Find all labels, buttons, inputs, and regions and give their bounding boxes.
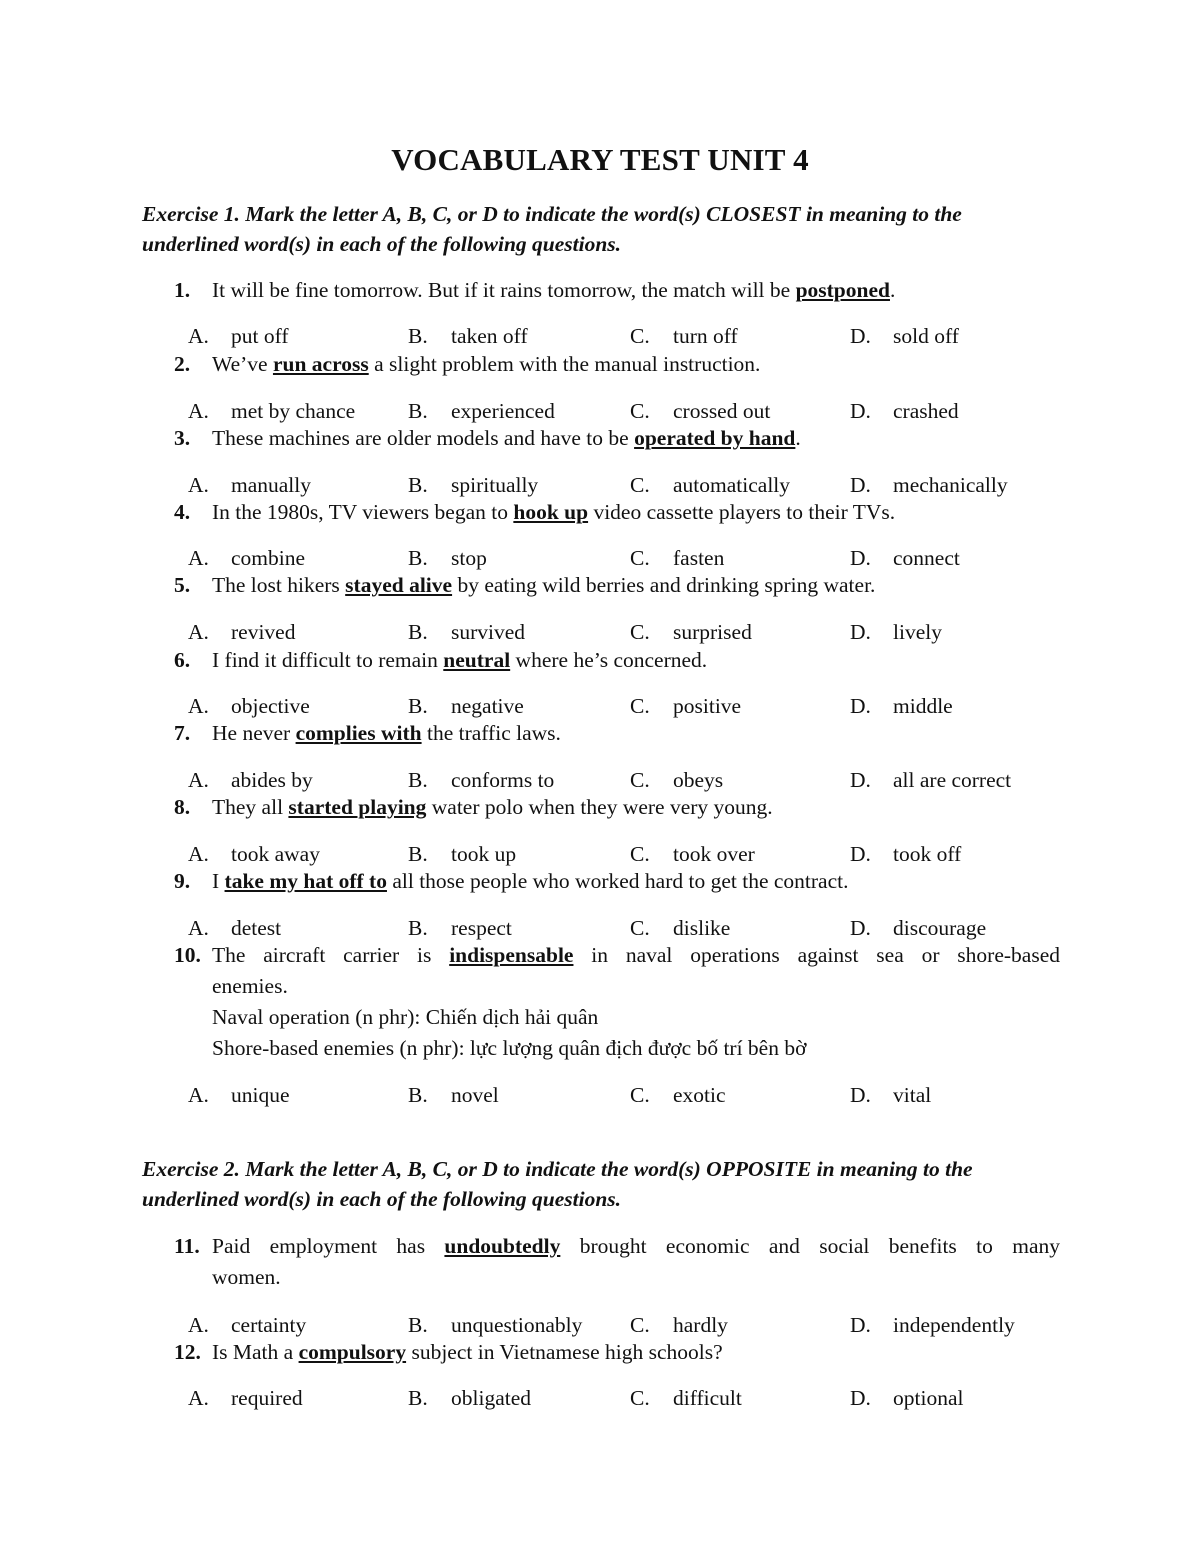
question-text: . [889, 278, 896, 302]
option-text: manually [231, 473, 312, 497]
option-letter: B. [408, 1313, 428, 1337]
option-letter: C. [630, 768, 650, 792]
question-text: It will be fine tomorrow. But if it rains tomorrow, the match will be [212, 278, 796, 302]
option-letter: D. [850, 473, 871, 497]
option-text: mechanically [893, 473, 1008, 497]
question-text-continued: women. [212, 1265, 281, 1289]
option-letter: B. [408, 546, 428, 570]
question-text-continued: enemies. [212, 974, 288, 998]
question-9 [174, 866, 1060, 897]
options-row-7 [188, 765, 1068, 795]
question-2 [174, 349, 1060, 380]
option-letter: C. [630, 1386, 650, 1410]
option-letter: B. [408, 473, 428, 497]
question-text: where he’s concerned. [510, 648, 708, 672]
options-row-10 [188, 1080, 1068, 1110]
question-number: 2. [174, 352, 191, 376]
option-text: abides by [231, 768, 313, 792]
question-text: all those people who worked hard to get the contract. [386, 869, 849, 893]
option-letter: C. [630, 620, 650, 644]
option-text: took over [673, 842, 755, 866]
option-text: middle [893, 694, 953, 718]
option-text: surprised [673, 620, 752, 644]
option-letter: C. [630, 546, 650, 570]
question-text: He never [212, 721, 296, 745]
option-text: dislike [673, 916, 731, 940]
option-text: obligated [451, 1386, 532, 1410]
question-text: brought economic and social benefits to many [560, 1234, 1060, 1258]
option-letter: D. [850, 399, 871, 423]
option-letter: B. [408, 399, 428, 423]
option-text: fasten [673, 546, 725, 570]
question-8 [174, 792, 1060, 823]
underlined-word: postponed [795, 278, 890, 302]
option-letter: C. [630, 1313, 650, 1337]
option-text: detest [231, 916, 282, 940]
option-text: required [231, 1386, 303, 1410]
question-text: water polo when they were very young. [426, 795, 773, 819]
option-text: hardly [673, 1313, 728, 1337]
option-letter: C. [630, 324, 650, 348]
option-letter: D. [850, 620, 871, 644]
question-12 [174, 1337, 1060, 1368]
options-row-9 [188, 913, 1068, 943]
underlined-word: indispensable [449, 943, 574, 967]
option-letter: D. [850, 1313, 871, 1337]
option-text: spiritually [451, 473, 539, 497]
question-text: The lost hikers [212, 573, 346, 597]
option-letter: B. [408, 1083, 428, 1107]
option-text: independently [893, 1313, 1015, 1337]
question-text: They all [212, 795, 289, 819]
option-letter: D. [850, 324, 871, 348]
option-text: survived [451, 620, 526, 644]
option-text: difficult [673, 1386, 742, 1410]
options-row-11 [188, 1310, 1068, 1340]
option-text: taken off [451, 324, 528, 348]
option-letter: D. [850, 1386, 871, 1410]
exercise-1-instruction: Exercise 1. Mark the letter A, B, C, or D to indicate the word(s) CLOSEST in meaning to the underlined word(s) in each of the following questions. [142, 202, 962, 256]
option-letter: B. [408, 842, 428, 866]
question-text: in naval operations against sea or shore-based [573, 943, 1060, 967]
option-text: conforms to [451, 768, 555, 792]
question-5 [174, 570, 1060, 601]
options-row-1 [188, 321, 1068, 351]
underlined-word: take my hat off to [224, 869, 387, 893]
option-text: exotic [673, 1083, 726, 1107]
option-text: sold off [893, 324, 959, 348]
option-letter: B. [408, 1386, 428, 1410]
question-number: 6. [174, 648, 191, 672]
option-letter: D. [850, 1083, 871, 1107]
question-6 [174, 645, 1060, 676]
option-letter: A. [188, 694, 209, 718]
option-letter: A. [188, 768, 209, 792]
option-text: discourage [893, 916, 987, 940]
option-text: unique [231, 1083, 290, 1107]
question-number: 9. [174, 869, 191, 893]
option-letter: A. [188, 1313, 209, 1337]
options-row-12 [188, 1383, 1068, 1413]
question-text: We’ve [212, 352, 273, 376]
option-text: took off [893, 842, 962, 866]
option-text: turn off [673, 324, 738, 348]
option-letter: A. [188, 546, 209, 570]
option-letter: D. [850, 694, 871, 718]
option-letter: B. [408, 768, 428, 792]
question-text: video cassette players to their TVs. [588, 500, 896, 524]
option-letter: A. [188, 1083, 209, 1107]
question-text: These machines are older models and have to be [212, 426, 635, 450]
question-7 [174, 718, 1060, 749]
option-letter: A. [188, 1386, 209, 1410]
exercise-2-instruction: Exercise 2. Mark the letter A, B, C, or D to indicate the word(s) OPPOSITE in meaning to the underlined word(s) in each of the following questions. [142, 1157, 973, 1211]
option-text: novel [451, 1083, 499, 1107]
question-text: The aircraft carrier is [212, 943, 450, 967]
options-row-2 [188, 396, 1068, 426]
option-text: certainty [231, 1313, 307, 1337]
vocab-note: Naval operation (n phr): Chiến dịch hải quân [212, 1005, 599, 1029]
question-number: 1. [174, 278, 191, 302]
option-text: stop [451, 546, 487, 570]
options-row-8 [188, 839, 1068, 869]
question-number: 8. [174, 795, 191, 819]
option-letter: D. [850, 916, 871, 940]
option-text: lively [893, 620, 942, 644]
option-letter: C. [630, 694, 650, 718]
question-number: 4. [174, 500, 191, 524]
option-letter: A. [188, 324, 209, 348]
option-text: respect [451, 916, 512, 940]
vocab-note: Shore-based enemies (n phr): lực lượng quân địch được bố trí bên bờ [212, 1036, 807, 1060]
option-letter: C. [630, 1083, 650, 1107]
options-row-6 [188, 691, 1068, 721]
options-row-5 [188, 617, 1068, 647]
option-letter: D. [850, 768, 871, 792]
option-text: vital [893, 1083, 932, 1107]
underlined-word: complies with [295, 721, 422, 745]
option-letter: B. [408, 620, 428, 644]
question-text: by eating wild berries and drinking spring water. [452, 573, 876, 597]
option-text: crashed [893, 399, 959, 423]
option-text: automatically [673, 473, 791, 497]
underlined-word: compulsory [298, 1340, 407, 1364]
option-letter: A. [188, 916, 209, 940]
question-number: 11. [174, 1234, 200, 1258]
option-letter: C. [630, 916, 650, 940]
question-10 [174, 940, 1060, 1064]
question-number: 3. [174, 426, 191, 450]
option-letter: A. [188, 842, 209, 866]
option-letter: C. [630, 399, 650, 423]
option-letter: B. [408, 324, 428, 348]
underlined-word: started playing [288, 795, 427, 819]
option-letter: C. [630, 473, 650, 497]
option-text: positive [673, 694, 742, 718]
option-text: experienced [451, 399, 555, 423]
option-text: took away [231, 842, 320, 866]
question-number: 7. [174, 721, 191, 745]
option-text: optional [893, 1386, 964, 1410]
question-4 [174, 497, 1060, 528]
option-text: met by chance [231, 399, 356, 423]
underlined-word: operated by hand [634, 426, 796, 450]
question-text: a slight problem with the manual instruction. [368, 352, 761, 376]
option-text: crossed out [673, 399, 771, 423]
option-text: all are correct [893, 768, 1012, 792]
option-letter: A. [188, 399, 209, 423]
options-row-4 [188, 543, 1068, 573]
question-number: 5. [174, 573, 191, 597]
option-text: obeys [673, 768, 724, 792]
underlined-word: stayed alive [345, 573, 453, 597]
option-letter: D. [850, 546, 871, 570]
option-letter: A. [188, 620, 209, 644]
question-text: I find it difficult to remain [212, 648, 444, 672]
question-number: 10. [174, 943, 201, 967]
question-number: 12. [174, 1340, 201, 1364]
page-title: VOCABULARY TEST UNIT 4 [391, 142, 809, 177]
question-text: the traffic laws. [421, 721, 561, 745]
question-11 [174, 1231, 1060, 1293]
question-text: I [212, 869, 225, 893]
question-text: In the 1980s, TV viewers began to [212, 500, 514, 524]
option-letter: D. [850, 842, 871, 866]
option-text: revived [231, 620, 296, 644]
question-text: . [795, 426, 801, 450]
question-text: subject in Vietnamese high schools? [406, 1340, 723, 1364]
option-text: negative [451, 694, 524, 718]
option-letter: B. [408, 916, 428, 940]
underlined-word: neutral [443, 648, 511, 672]
question-3 [174, 423, 1060, 454]
underlined-word: run across [272, 352, 369, 376]
option-text: unquestionably [451, 1313, 583, 1337]
option-letter: C. [630, 842, 650, 866]
option-text: objective [231, 694, 310, 718]
underlined-word: hook up [513, 500, 589, 524]
option-letter: A. [188, 473, 209, 497]
option-text: combine [231, 546, 306, 570]
option-text: took up [451, 842, 517, 866]
option-letter: B. [408, 694, 428, 718]
option-text: connect [893, 546, 960, 570]
option-text: put off [231, 324, 289, 348]
question-text: Is Math a [212, 1340, 299, 1364]
underlined-word: undoubtedly [444, 1234, 561, 1258]
options-row-3 [188, 470, 1068, 500]
question-1 [174, 275, 1060, 306]
question-text: Paid employment has [212, 1234, 445, 1258]
